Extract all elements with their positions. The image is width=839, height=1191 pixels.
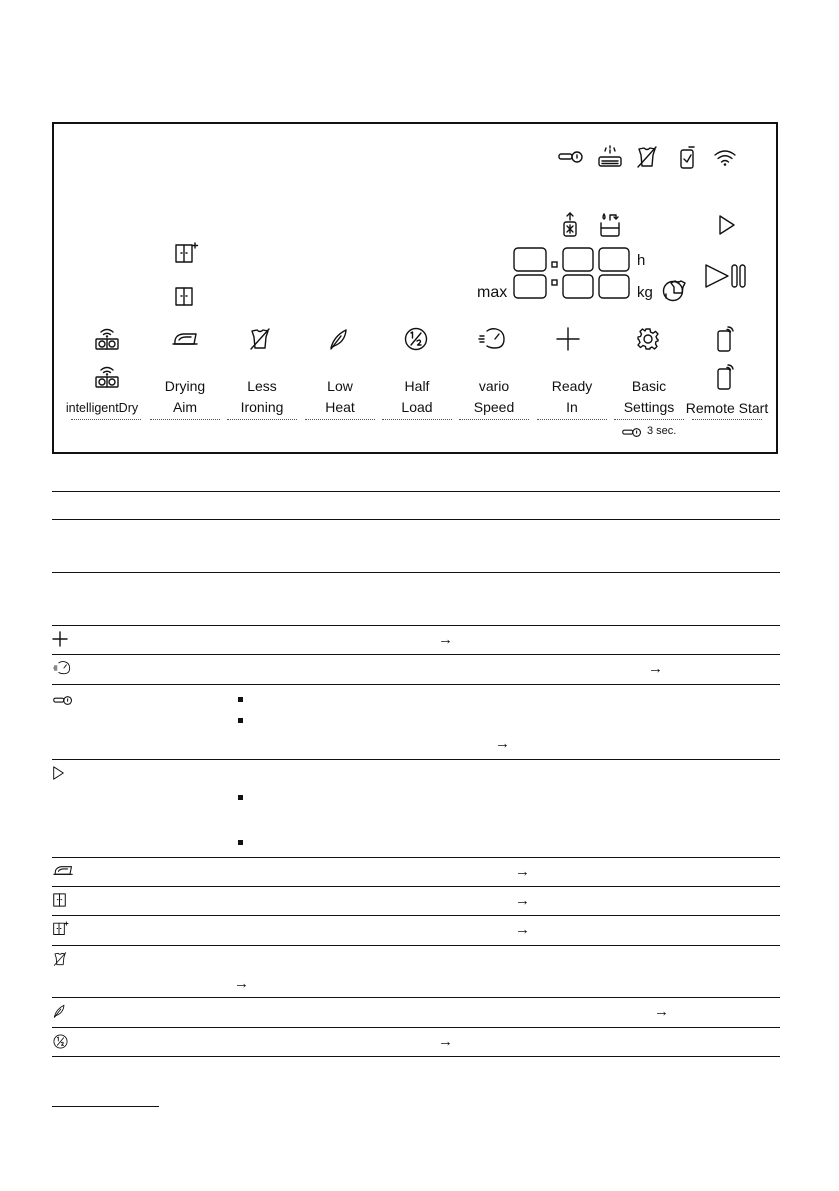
- intelligent-dry-button[interactable]: [61, 398, 143, 419]
- gear-icon: [637, 328, 659, 350]
- reference-arrow: →: [515, 863, 530, 880]
- drying-aim-button[interactable]: [150, 376, 220, 418]
- table-header-rule: [52, 519, 780, 520]
- feather-icon: [329, 328, 349, 350]
- hold-duration-label: 3 sec.: [647, 425, 677, 437]
- less-ironing-label-2: Ironing: [240, 399, 284, 415]
- basic-settings-label-1: Basic: [631, 378, 667, 394]
- wifi-icon: [714, 150, 736, 166]
- low-heat-label-1: Low: [327, 378, 353, 394]
- basic-settings-label-2: Settings: [623, 399, 675, 415]
- separator: [614, 419, 684, 420]
- cupboard-dry-icon: [175, 287, 193, 306]
- half-load-label-2: Load: [401, 399, 433, 415]
- low-heat-label-2: Heat: [325, 399, 355, 415]
- less-ironing-button[interactable]: [227, 376, 297, 418]
- ready-in-label-1: Ready: [551, 378, 593, 394]
- separator: [71, 419, 141, 420]
- reference-arrow: →: [654, 1003, 669, 1020]
- cupboard-dry-plus-icon: [175, 242, 199, 264]
- water-tank-icon: [598, 144, 622, 168]
- reference-arrow: →: [234, 975, 249, 992]
- plus-icon: [557, 328, 579, 350]
- reference-arrow: →: [515, 892, 530, 909]
- reference-arrow: →: [495, 735, 510, 752]
- table-row-rule: [52, 997, 780, 998]
- drying-aim-label-1: Drying: [164, 378, 206, 394]
- separator: [537, 419, 607, 420]
- iron-icon: [172, 332, 198, 346]
- basic-settings-button[interactable]: [614, 376, 684, 418]
- plus-icon: [53, 632, 67, 646]
- weight-unit: kg: [637, 284, 653, 301]
- table-top-rule: [52, 491, 780, 492]
- vario-speed-icon: [53, 661, 71, 675]
- cupboard-dry-plus-icon: [53, 921, 69, 936]
- table-row-rule: [52, 857, 780, 858]
- cupboard-dry-icon: [53, 893, 66, 907]
- bullet: [238, 718, 243, 723]
- ready-in-button[interactable]: [537, 376, 607, 418]
- max-label: max: [477, 284, 508, 301]
- less-ironing-icon: [249, 328, 271, 350]
- half-load-label-1: Half: [404, 378, 430, 394]
- play-status-icon: [719, 215, 735, 235]
- vario-speed-button[interactable]: [459, 376, 529, 418]
- table-row-rule: [52, 625, 780, 626]
- empty-water-container-icon: [599, 212, 621, 238]
- remote-start-button[interactable]: [682, 398, 772, 419]
- vario-speed-label-2: Speed: [473, 399, 515, 415]
- less-ironing-icon: [53, 952, 67, 966]
- remote-start-icon: [717, 326, 735, 352]
- ready-in-label-2: In: [566, 399, 578, 415]
- intelligent-dry-label-icon: [95, 366, 119, 388]
- separator: [382, 419, 452, 420]
- fluff-filter-icon: [562, 212, 578, 238]
- iron-icon: [53, 865, 73, 876]
- table-row-rule: [52, 654, 780, 655]
- separator: [305, 419, 375, 420]
- vario-speed-label-1: vario: [478, 378, 510, 394]
- bullet: [238, 840, 243, 845]
- table-row-rule: [52, 1027, 780, 1028]
- feather-icon: [53, 1004, 66, 1018]
- low-heat-button[interactable]: [305, 376, 375, 418]
- reference-arrow: →: [438, 1033, 453, 1050]
- half-load-icon: [404, 327, 428, 351]
- footnote-rule: [52, 1106, 159, 1107]
- reference-arrow: →: [515, 921, 530, 938]
- half-load-icon: [53, 1034, 68, 1049]
- separator: [459, 419, 529, 420]
- half-load-button[interactable]: [382, 376, 452, 418]
- intelligent-dry-icon: [95, 328, 119, 350]
- less-ironing-status-icon: [636, 146, 658, 168]
- start-pause-icon: [705, 264, 749, 288]
- play-icon: [53, 766, 64, 780]
- table-row-rule: [52, 684, 780, 685]
- vario-speed-icon: [478, 328, 506, 350]
- table-bottom-rule: [52, 1056, 780, 1057]
- child-lock-key-icon: [53, 695, 73, 706]
- time-display: [512, 246, 632, 300]
- control-panel: [52, 122, 778, 454]
- intelligent-dry-label: intelligentDry: [65, 401, 139, 415]
- remote-check-icon: [680, 146, 696, 170]
- reference-arrow: →: [648, 660, 663, 677]
- hold-key-icon: [622, 427, 642, 438]
- reference-arrow: →: [438, 631, 453, 648]
- table-row-rule: [52, 572, 780, 573]
- separator: [692, 419, 762, 420]
- table-row-rule: [52, 915, 780, 916]
- table-row-rule: [52, 759, 780, 760]
- drying-aim-label-2: Aim: [172, 399, 198, 415]
- child-lock-key-icon: [558, 150, 584, 164]
- remote-start-label: Remote Start: [685, 400, 769, 416]
- separator: [150, 419, 220, 420]
- load-shirt-icon: [662, 278, 688, 302]
- less-ironing-label-1: Less: [247, 378, 277, 394]
- bullet: [238, 697, 243, 702]
- bullet: [238, 795, 243, 800]
- table-row-rule: [52, 886, 780, 887]
- separator: [227, 419, 297, 420]
- table-row-rule: [52, 945, 780, 946]
- remote-start-label-icon: [717, 364, 735, 390]
- hours-unit: h: [637, 252, 646, 269]
